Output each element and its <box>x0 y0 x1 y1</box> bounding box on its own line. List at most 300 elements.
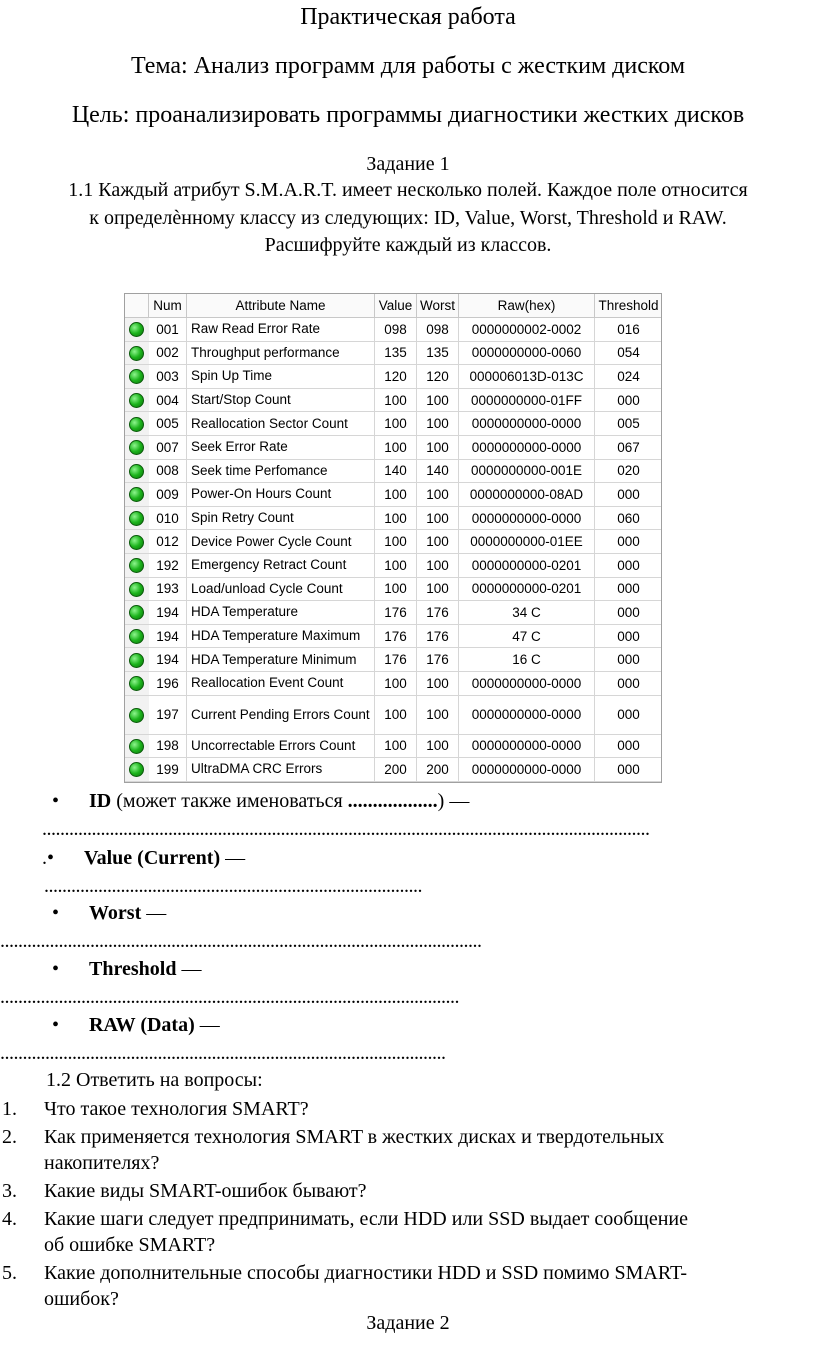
bullet-worst <box>52 902 166 925</box>
smart-attributes-table <box>124 293 662 783</box>
table-cell <box>187 342 375 365</box>
cell-raw: 0000000000-0000 <box>471 707 582 723</box>
table-row[interactable] <box>125 672 662 696</box>
table-cell <box>459 389 595 412</box>
table-cell <box>375 735 417 758</box>
cell-worst: 200 <box>426 761 449 777</box>
table-cell <box>187 389 375 412</box>
table-cell <box>375 412 417 435</box>
question-number: 4. <box>2 1208 17 1230</box>
bullet-dot: • <box>52 958 60 980</box>
status-ok-icon <box>129 393 144 408</box>
page-title: Практическая работа <box>300 4 516 30</box>
question-number: 5. <box>2 1262 17 1284</box>
table-row[interactable] <box>125 412 662 436</box>
cell-raw: 0000000000-0000 <box>471 738 582 754</box>
table-cell <box>187 318 375 341</box>
cell-threshold: 000 <box>617 738 640 754</box>
question-number: 3. <box>2 1180 17 1202</box>
table-cell <box>595 460 662 483</box>
bullet-worst-tail: — <box>141 902 167 924</box>
cell-num: 194 <box>156 628 179 644</box>
questions-list <box>0 1096 816 1312</box>
cell-worst: 176 <box>426 604 449 620</box>
cell-threshold: 000 <box>617 652 640 668</box>
table-cell <box>595 578 662 601</box>
cell-worst: 098 <box>426 321 449 337</box>
cell-value: 100 <box>384 510 407 526</box>
cell-raw: 0000000000-0000 <box>471 675 582 691</box>
table-cell <box>149 625 187 648</box>
table-cell <box>149 530 187 553</box>
task1-1-line3: Расшифруйте каждый из классов. <box>264 234 552 256</box>
table-cell <box>417 672 459 695</box>
table-cell <box>149 342 187 365</box>
cell-threshold: 016 <box>617 321 640 337</box>
status-ok-icon <box>129 369 144 384</box>
table-cell <box>375 625 417 648</box>
cell-value: 100 <box>384 392 407 408</box>
status-ok-icon <box>129 653 144 668</box>
cell-name: Start/Stop Count <box>191 392 291 408</box>
table-cell <box>149 318 187 341</box>
question-text-cont: накопителях? <box>44 1152 160 1174</box>
cell-value: 098 <box>384 321 407 337</box>
table-cell <box>417 389 459 412</box>
table-row[interactable] <box>125 696 662 735</box>
table-cell <box>375 460 417 483</box>
table-cell <box>375 578 417 601</box>
table-cell <box>459 436 595 459</box>
cell-name: Reallocation Sector Count <box>191 415 348 431</box>
status-ok-icon <box>129 762 144 777</box>
table-row[interactable] <box>125 735 662 759</box>
cell-name: Emergency Retract Count <box>191 557 347 573</box>
bullet-threshold-label: Threshold <box>89 958 177 980</box>
table-cell <box>187 436 375 459</box>
status-ok-icon <box>129 739 144 754</box>
table-cell <box>375 648 417 671</box>
cell-num: 194 <box>156 652 179 668</box>
table-cell <box>459 365 595 388</box>
table-cell <box>187 672 375 695</box>
bullet-id-label: ID <box>89 790 112 812</box>
cell-num: 007 <box>156 439 179 455</box>
table-cell <box>187 625 375 648</box>
bullet-value-dots: .................................................................................... <box>44 875 422 897</box>
table-row[interactable] <box>125 365 662 389</box>
table-cell <box>187 460 375 483</box>
status-ok-icon <box>129 487 144 502</box>
table-cell <box>187 758 375 781</box>
cell-threshold: 000 <box>617 628 640 644</box>
task1-2-heading: 1.2 Ответить на вопросы: <box>46 1069 263 1091</box>
status-ok-icon <box>129 605 144 620</box>
table-cell <box>375 554 417 577</box>
table-cell <box>595 389 662 412</box>
question-number: 1. <box>2 1098 17 1120</box>
question-item <box>0 1178 816 1204</box>
table-cell <box>187 696 375 734</box>
table-cell <box>417 342 459 365</box>
status-ok-icon <box>129 322 144 337</box>
table-cell <box>595 735 662 758</box>
cell-num: 197 <box>156 707 179 723</box>
table-row[interactable] <box>125 342 662 366</box>
table-cell <box>459 578 595 601</box>
cell-raw: 000006013D-013C <box>469 368 584 384</box>
cell-num: 009 <box>156 486 179 502</box>
table-cell <box>375 672 417 695</box>
table-cell <box>417 483 459 506</box>
table-cell <box>149 601 187 624</box>
table-cell <box>595 625 662 648</box>
cell-raw: 47 C <box>512 628 541 644</box>
table-cell <box>459 460 595 483</box>
cell-raw: 0000000000-0201 <box>471 557 582 573</box>
cell-value: 176 <box>384 628 407 644</box>
cell-raw: 0000000000-01EE <box>470 534 583 550</box>
table-cell <box>595 436 662 459</box>
cell-threshold: 000 <box>617 557 640 573</box>
cell-threshold: 024 <box>617 368 640 384</box>
table-cell <box>417 460 459 483</box>
bullet-id-rest: (может также именоваться <box>111 790 348 812</box>
table-cell <box>375 342 417 365</box>
table-cell <box>149 412 187 435</box>
question-number: 2. <box>2 1126 17 1148</box>
cell-raw: 0000000000-01FF <box>470 392 583 408</box>
cell-num: 012 <box>156 534 179 550</box>
question-item <box>0 1096 816 1122</box>
table-cell <box>417 436 459 459</box>
question-text-cont: об ошибке SMART? <box>44 1234 216 1256</box>
table-cell <box>149 507 187 530</box>
table-row[interactable] <box>125 554 662 578</box>
table-cell <box>417 696 459 734</box>
task2-heading: Задание 2 <box>366 1312 450 1334</box>
cell-worst: 100 <box>426 581 449 597</box>
status-ok-icon <box>129 582 144 597</box>
cell-raw: 0000000000-0201 <box>471 581 582 597</box>
header-status-cell <box>125 294 149 318</box>
cell-name: Seek Error Rate <box>191 439 288 455</box>
column-header-value[interactable]: Value <box>375 294 417 318</box>
cell-name: HDA Temperature Maximum <box>191 628 361 644</box>
column-header-raw[interactable]: Raw(hex) <box>459 294 595 318</box>
cell-worst: 100 <box>426 392 449 408</box>
cell-value: 120 <box>384 368 407 384</box>
cell-num: 008 <box>156 463 179 479</box>
bullet-dot: • <box>52 790 60 812</box>
cell-name: Reallocation Event Count <box>191 675 344 691</box>
bullet-raw-tail: — <box>194 1014 220 1036</box>
bullet-threshold-dots: ...................................................................................................... <box>0 986 459 1008</box>
question-text: Как применяется технология SMART в жестких дисках и твердотельных <box>44 1126 665 1148</box>
bullet-id-dots-inline: .................. <box>347 790 438 812</box>
cell-num: 194 <box>156 604 179 620</box>
table-cell <box>595 412 662 435</box>
cell-raw: 0000000000-001E <box>470 463 583 479</box>
cell-name: UltraDMA CRC Errors <box>191 761 323 777</box>
table-row[interactable] <box>125 389 662 413</box>
bullet-threshold <box>52 958 201 981</box>
task1-1-line1: 1.1 Каждый атрибут S.M.A.R.T. имеет несколько полей. Каждое поле относится <box>68 179 748 201</box>
task1-heading: Задание 1 <box>366 153 450 175</box>
bullet-dot: • <box>47 847 55 869</box>
table-row[interactable] <box>125 578 662 602</box>
bullet-threshold-tail: — <box>176 958 202 980</box>
cell-name: Device Power Cycle Count <box>191 533 352 549</box>
table-cell <box>375 483 417 506</box>
table-cell <box>459 483 595 506</box>
cell-worst: 100 <box>426 738 449 754</box>
table-row[interactable] <box>125 758 662 782</box>
question-text: Что такое технология SMART? <box>44 1098 309 1120</box>
table-cell <box>417 412 459 435</box>
cell-name: Seek time Perfomance <box>191 462 328 478</box>
cell-threshold: 000 <box>617 675 640 691</box>
cell-worst: 176 <box>426 652 449 668</box>
cell-name: Raw Read Error Rate <box>191 321 321 337</box>
table-cell <box>187 412 375 435</box>
table-cell <box>595 601 662 624</box>
table-cell <box>187 648 375 671</box>
table-cell <box>187 365 375 388</box>
bullet-dot: • <box>52 902 60 924</box>
cell-num: 198 <box>156 738 179 754</box>
cell-worst: 100 <box>426 416 449 432</box>
table-cell <box>459 342 595 365</box>
table-cell <box>417 507 459 530</box>
cell-num: 004 <box>156 392 179 408</box>
cell-name: Power-On Hours Count <box>191 486 332 502</box>
table-cell <box>149 696 187 734</box>
table-cell <box>417 758 459 781</box>
status-ok-icon <box>129 440 144 455</box>
cell-threshold: 000 <box>617 761 640 777</box>
cell-threshold: 054 <box>617 345 640 361</box>
question-item <box>0 1260 816 1312</box>
table-cell <box>459 648 595 671</box>
column-header-worst[interactable]: Worst <box>417 294 459 318</box>
question-text: Какие виды SMART-ошибок бывают? <box>44 1180 367 1202</box>
cell-value: 176 <box>384 652 407 668</box>
table-cell <box>149 483 187 506</box>
table-cell <box>149 436 187 459</box>
table-cell <box>149 672 187 695</box>
cell-threshold: 020 <box>617 463 640 479</box>
table-cell <box>595 758 662 781</box>
table-cell <box>149 578 187 601</box>
question-item <box>0 1124 816 1176</box>
cell-name: Spin Retry Count <box>191 510 294 526</box>
cell-num: 001 <box>156 321 179 337</box>
cell-name: Current Pending Errors Count <box>191 706 370 722</box>
cell-value: 100 <box>384 486 407 502</box>
cell-worst: 100 <box>426 439 449 455</box>
cell-worst: 100 <box>426 557 449 573</box>
bullet-value-label: Value (Current) <box>84 847 221 869</box>
status-ok-icon <box>129 511 144 526</box>
bullet-raw-label: RAW (Data) <box>89 1014 195 1036</box>
status-ok-icon <box>129 535 144 550</box>
table-cell <box>149 389 187 412</box>
cell-worst: 100 <box>426 675 449 691</box>
cell-num: 193 <box>156 581 179 597</box>
table-cell <box>187 483 375 506</box>
cell-value: 100 <box>384 707 407 723</box>
question-text: Какие дополнительные способы диагностики HDD и SSD помимо SMART- <box>44 1262 688 1284</box>
table-row[interactable] <box>125 625 662 649</box>
table-row[interactable] <box>125 436 662 460</box>
table-cell <box>417 578 459 601</box>
table-cell <box>417 365 459 388</box>
table-cell <box>595 554 662 577</box>
table-row[interactable] <box>125 507 662 531</box>
cell-threshold: 067 <box>617 439 640 455</box>
bullet-id <box>52 790 469 813</box>
column-header-threshold[interactable]: Threshold <box>595 294 662 318</box>
cell-name: Load/unload Cycle Count <box>191 580 343 596</box>
cell-worst: 140 <box>426 463 449 479</box>
cell-num: 005 <box>156 416 179 432</box>
cell-value: 100 <box>384 557 407 573</box>
cell-value: 200 <box>384 761 407 777</box>
table-cell <box>149 735 187 758</box>
cell-threshold: 000 <box>617 707 640 723</box>
bullet-value-tail: — <box>220 847 246 869</box>
table-cell <box>459 625 595 648</box>
question-text: Какие шаги следует предпринимать, если HDD или SSD выдает сообщение <box>44 1208 688 1230</box>
cell-threshold: 000 <box>617 392 640 408</box>
bullet-worst-label: Worst <box>89 902 142 924</box>
cell-worst: 135 <box>426 345 449 361</box>
table-cell <box>459 530 595 553</box>
table-row[interactable] <box>125 601 662 625</box>
cell-name: Throughput performance <box>191 344 340 360</box>
table-cell <box>187 578 375 601</box>
cell-num: 196 <box>156 675 179 691</box>
cell-name: Spin Up Time <box>191 368 273 384</box>
table-cell <box>187 507 375 530</box>
cell-raw: 16 C <box>512 652 541 668</box>
table-cell <box>459 412 595 435</box>
cell-raw: 0000000002-0002 <box>471 321 582 337</box>
table-cell <box>459 318 595 341</box>
cell-worst: 100 <box>426 534 449 550</box>
table-cell <box>417 648 459 671</box>
cell-worst: 176 <box>426 628 449 644</box>
goal-line: Цель: проанализировать программы диагностики жестких дисков <box>71 102 745 128</box>
table-cell <box>595 672 662 695</box>
table-cell <box>149 365 187 388</box>
cell-value: 100 <box>384 738 407 754</box>
cell-threshold: 000 <box>617 486 640 502</box>
cell-threshold: 000 <box>617 581 640 597</box>
table-cell <box>375 389 417 412</box>
table-cell <box>375 530 417 553</box>
table-cell <box>375 365 417 388</box>
bullet-value <box>42 847 245 870</box>
cell-value: 100 <box>384 675 407 691</box>
table-row[interactable] <box>125 648 662 672</box>
column-header-name[interactable]: Attribute Name <box>187 294 375 318</box>
table-cell <box>417 625 459 648</box>
table-cell <box>595 696 662 734</box>
bullet-worst-dots: ........................................................................................................... <box>0 930 482 952</box>
cell-threshold: 000 <box>617 534 640 550</box>
table-cell <box>417 735 459 758</box>
table-row[interactable] <box>125 530 662 554</box>
status-ok-icon <box>129 629 144 644</box>
cell-raw: 0000000000-0000 <box>471 510 582 526</box>
cell-name: HDA Temperature <box>191 604 299 620</box>
table-cell <box>459 758 595 781</box>
table-cell <box>595 648 662 671</box>
cell-num: 192 <box>156 557 179 573</box>
cell-value: 176 <box>384 604 407 620</box>
question-text-cont: ошибок? <box>44 1288 119 1310</box>
table-cell <box>595 530 662 553</box>
cell-raw: 0000000000-08AD <box>469 486 584 502</box>
table-cell <box>595 342 662 365</box>
table-cell <box>375 601 417 624</box>
task1-1-line2: к определѐнному классу из следующих: ID, Value, Worst, Threshold и RAW. <box>89 207 727 229</box>
bullet-id-tail: ) — <box>437 790 470 812</box>
table-cell <box>375 318 417 341</box>
table-row[interactable] <box>125 318 662 342</box>
table-row[interactable] <box>125 483 662 507</box>
table-cell <box>375 507 417 530</box>
table-cell <box>375 696 417 734</box>
table-cell <box>459 507 595 530</box>
bullet-value-prefix: . <box>42 847 47 869</box>
cell-raw: 0000000000-0000 <box>471 761 582 777</box>
question-item <box>0 1206 816 1258</box>
table-cell <box>595 507 662 530</box>
table-cell <box>595 483 662 506</box>
cell-raw: 0000000000-0000 <box>471 439 582 455</box>
cell-threshold: 000 <box>617 604 640 620</box>
cell-raw: 0000000000-0060 <box>471 345 582 361</box>
cell-worst: 100 <box>426 707 449 723</box>
cell-worst: 120 <box>426 368 449 384</box>
table-cell <box>459 735 595 758</box>
status-ok-icon <box>129 708 144 723</box>
cell-num: 010 <box>156 510 179 526</box>
cell-value: 135 <box>384 345 407 361</box>
table-cell <box>417 530 459 553</box>
table-row[interactable] <box>125 460 662 484</box>
table-cell <box>149 648 187 671</box>
status-ok-icon <box>129 417 144 432</box>
table-cell <box>459 672 595 695</box>
table-cell <box>595 318 662 341</box>
table-cell <box>375 436 417 459</box>
cell-threshold: 060 <box>617 510 640 526</box>
table-cell <box>417 318 459 341</box>
table-cell <box>417 554 459 577</box>
cell-num: 002 <box>156 345 179 361</box>
cell-value: 100 <box>384 534 407 550</box>
column-header-num[interactable]: Num <box>149 294 187 318</box>
cell-worst: 100 <box>426 510 449 526</box>
table-cell <box>187 735 375 758</box>
bullet-raw <box>52 1014 220 1037</box>
table-cell <box>187 601 375 624</box>
status-ok-icon <box>129 558 144 573</box>
